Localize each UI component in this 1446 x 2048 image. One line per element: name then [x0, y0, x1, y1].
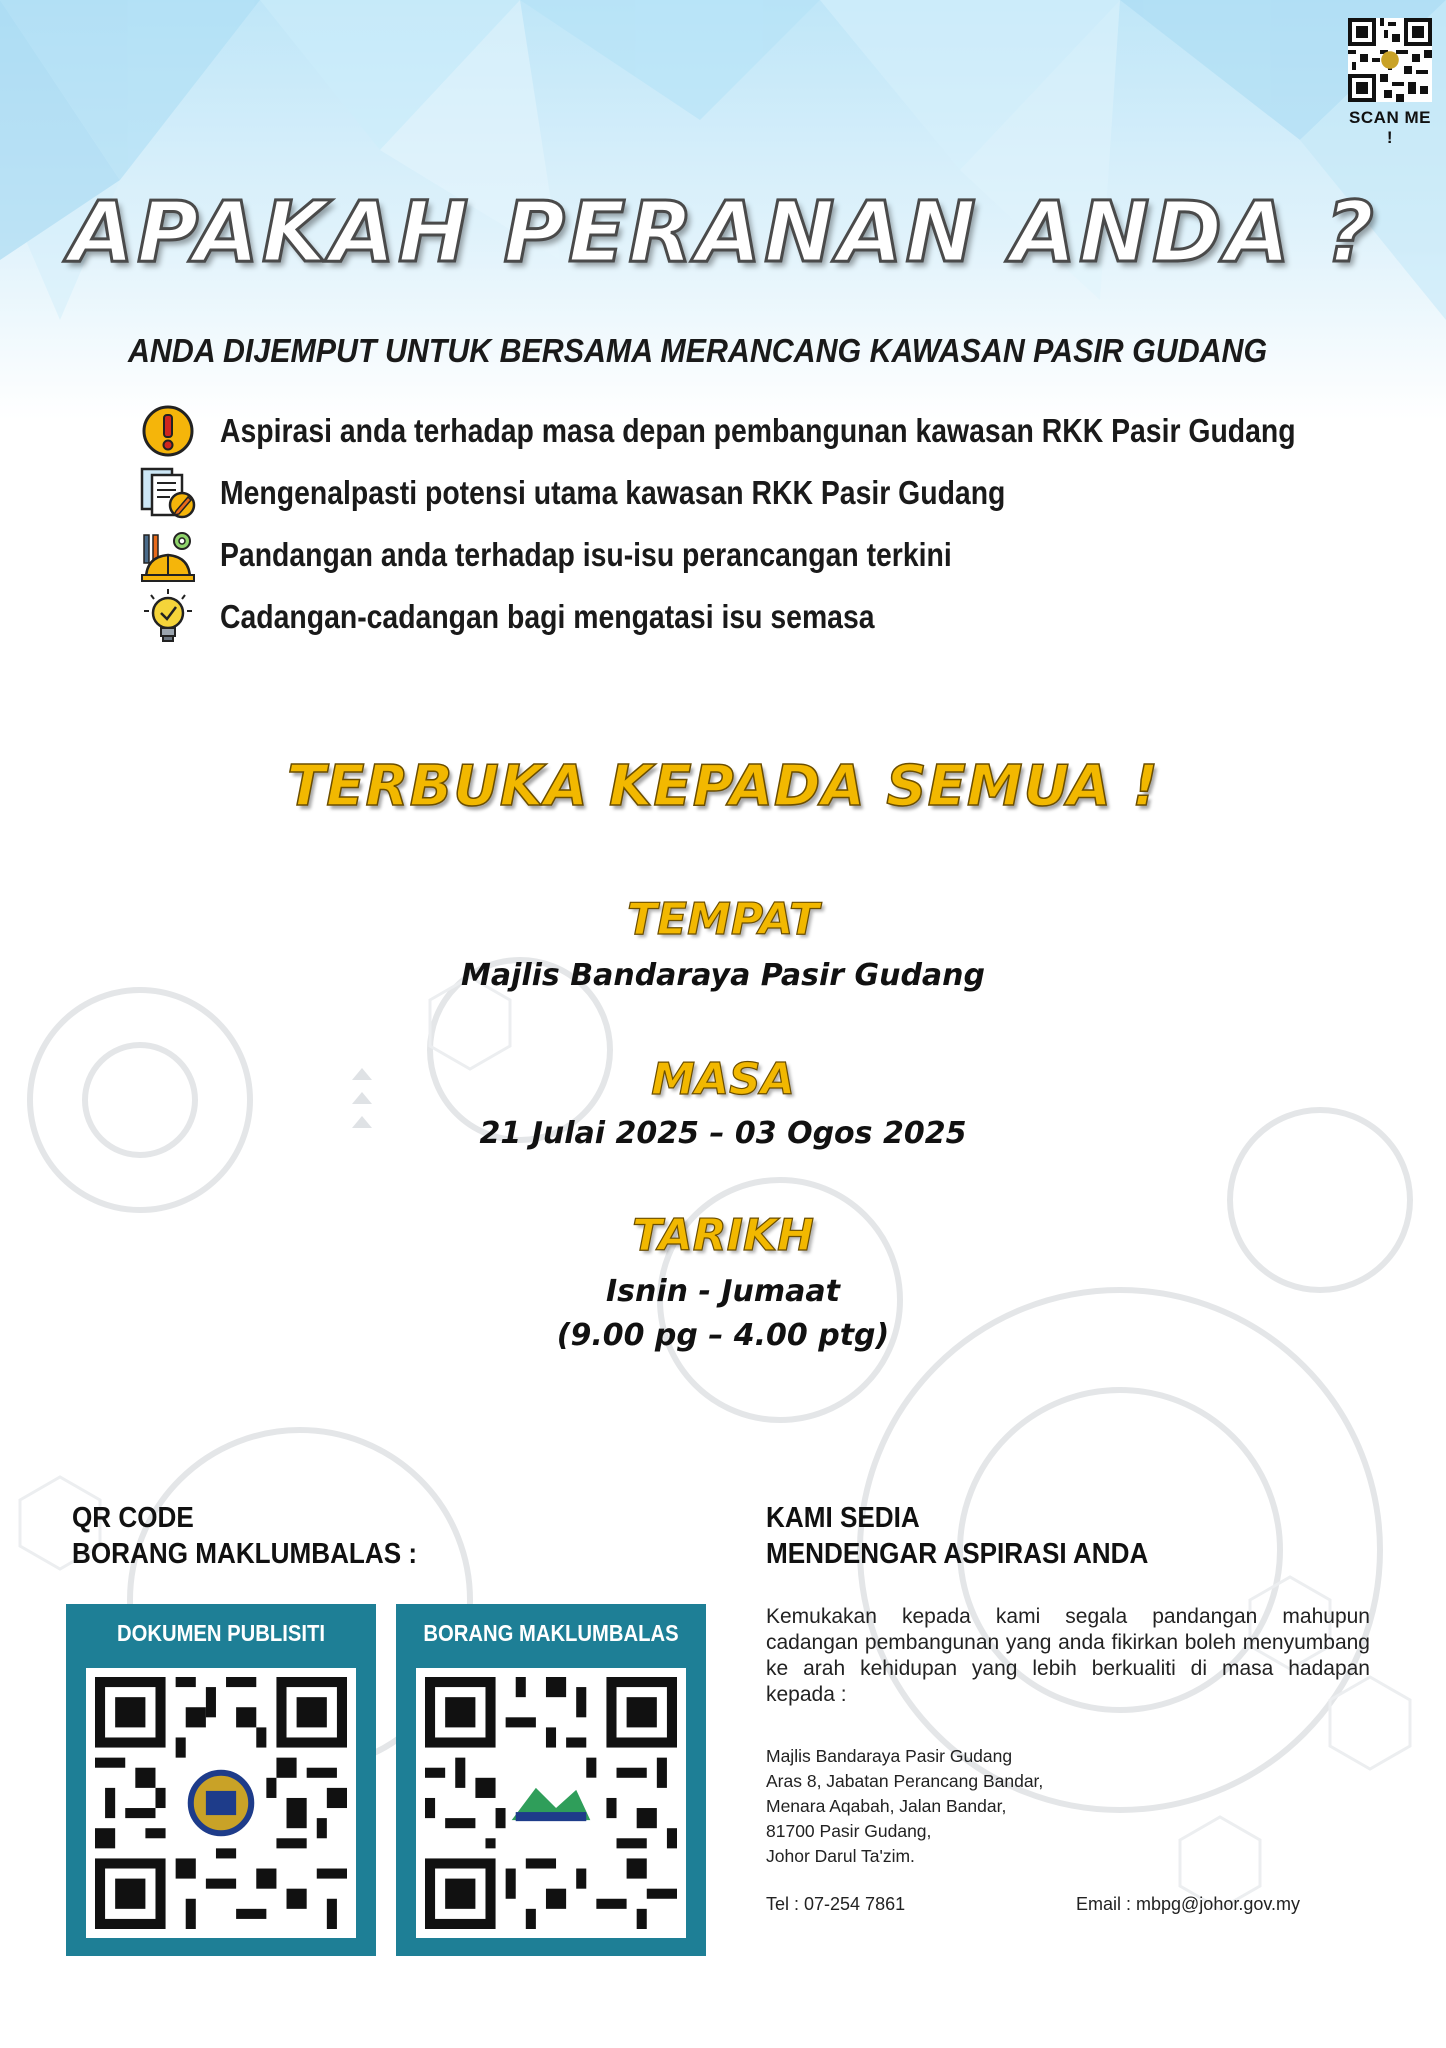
aspiration-text: Mengenalpasti potensi utama kawasan RKK Pasir Gudang: [220, 474, 1006, 511]
contact-heading-line1: KAMI SEDIA: [766, 1502, 920, 1534]
scan-me-qr[interactable]: [1348, 18, 1432, 148]
list-item: [138, 462, 1446, 524]
aspiration-text: Cadangan-cadangan bagi mengatasi isu semasa: [220, 598, 875, 635]
qr-panel-title: BORANG MAKLUMBALAS: [423, 1620, 679, 1646]
feedback-qr-code[interactable]: [416, 1668, 686, 1938]
qr-code-icon: [425, 1677, 677, 1929]
venue-heading: TEMPAT: [627, 894, 819, 945]
time-heading: MASA: [651, 1054, 795, 1105]
address-block: [766, 1744, 1043, 1869]
time-value: 21 Julai 2025 – 03 Ogos 2025: [479, 1116, 967, 1151]
qr-heading-line2: BORANG MAKLUMBALAS :: [72, 1538, 418, 1570]
subtitle: ANDA DIJEMPUT UNTUK BERSAMA MERANCANG KAWASAN PASIR GUDANG: [128, 332, 1268, 369]
address-line: Majlis Bandaraya Pasir Gudang: [766, 1746, 1013, 1766]
lightbulb-icon: [138, 589, 198, 645]
address-line: 81700 Pasir Gudang,: [766, 1821, 932, 1841]
aspiration-text: Aspirasi anda terhadap masa depan pembangunan kawasan RKK Pasir Gudang: [220, 412, 1296, 449]
tools-icon: [138, 527, 198, 583]
date-days: Isnin - Jumaat: [606, 1274, 840, 1309]
exclamation-icon: [138, 403, 198, 459]
email-address[interactable]: Email : mbpg@johor.gov.my: [1076, 1894, 1301, 1914]
address-line: Johor Darul Ta'zim.: [766, 1846, 915, 1866]
qr-section-heading: [72, 1500, 417, 1572]
contact-body: Kemukakan kepada kami segala pandangan mahupun cadangan pembangunan yang anda fikirkan boleh menyumbang ke arah kehidupan yang lebih berkualiti di masa hadapan kepada :: [766, 1605, 1370, 1706]
contact-heading-line2: MENDENGAR ASPIRASI ANDA: [766, 1538, 1149, 1570]
aspiration-text: Pandangan anda terhadap isu-isu perancangan terkini: [220, 536, 952, 573]
publicity-document-qr-panel[interactable]: [66, 1604, 376, 1956]
address-line: Menara Aqabah, Jalan Bandar,: [766, 1796, 1007, 1816]
qr-code-icon: [95, 1677, 347, 1929]
publicity-qr-code[interactable]: [86, 1668, 356, 1938]
list-item: [138, 524, 1446, 586]
main-title: APAKAH PERANAN ANDA ?: [68, 183, 1378, 281]
qr-heading-line1: QR CODE: [72, 1502, 194, 1534]
list-item: [138, 586, 1446, 648]
qr-panel-title: DOKUMEN PUBLISITI: [116, 1620, 326, 1646]
venue-value: Majlis Bandaraya Pasir Gudang: [460, 958, 986, 993]
qr-code-icon: [1348, 18, 1432, 102]
contact-heading: [766, 1500, 1148, 1572]
date-hours: (9.00 pg – 4.00 ptg): [556, 1318, 890, 1353]
aspiration-list: [138, 400, 1446, 648]
document-icon: [138, 465, 198, 521]
date-heading: TARIKH: [632, 1210, 814, 1261]
address-line: Aras 8, Jabatan Perancang Bandar,: [766, 1771, 1044, 1791]
open-to-all-heading: TERBUKA KEPADA SEMUA !: [287, 754, 1159, 819]
telephone-number[interactable]: Tel : 07-254 7861: [766, 1894, 906, 1914]
list-item: [138, 400, 1446, 462]
scan-me-label: SCAN ME !: [1349, 108, 1431, 147]
feedback-form-qr-panel[interactable]: [396, 1604, 706, 1956]
